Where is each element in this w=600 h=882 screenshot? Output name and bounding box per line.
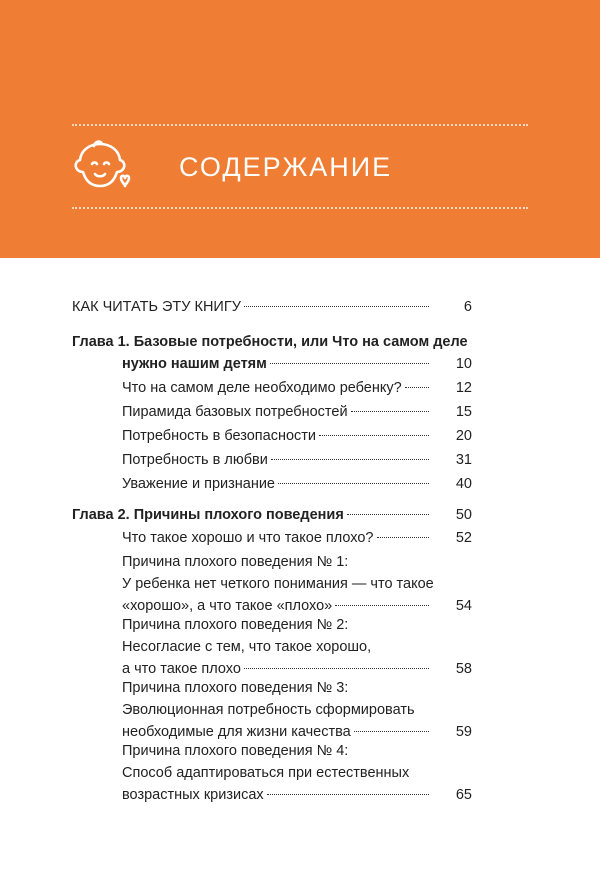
toc-entry-ch1-5[interactable] [122,473,472,495]
leader-dots [267,794,429,795]
toc-entry-label: необходимые для жизни качества [122,724,351,740]
leader-dots [271,459,429,460]
toc-entry-label: возрастных кризисах [122,787,264,803]
toc-entry-ch2-q[interactable] [122,527,472,549]
toc-entry-page: 15 [455,404,472,420]
toc-entry-intro[interactable] [72,296,472,318]
toc-entry-label: Глава 2. Причины плохого поведения [72,507,344,523]
toc-entry-ch1-2[interactable] [122,401,472,423]
table-of-contents: КАК ЧИТАТЬ ЭТУ КНИГУ 6 Глава 1. Базовые потребности, или Что на самом деле нужно нашим детям 10 Что на самом деле необходимо ребенку? 12 Пирамида базовых потребностей 15 Потребность в безопасности 20 Потребность в любви 31 Уважение и признание 40 Глава 2. Причины плохого поведения 50 Что такое хорошо и что такое плохо? 52 Причина плохого поведения № 1: У ребенка нет четкого понимания — что такое «хорошо», а что такое «плохо» 54 Причина плохого поведения № 2: Несогласие с тем, что такое хорошо, а что такое плохо 58 Причина плохого поведения № 3: Эволюционная потребность сформировать необходимые для жизни качества 59 Причина плохого поведения № 4: Способ адаптироваться при естественных возрастных кризисах 65 [0,0,600,882]
toc-entry-page: 54 [455,598,472,614]
leader-dots [351,411,429,412]
toc-entry-ch1-4[interactable] [122,449,472,471]
toc-entry-label: Уважение и признание [122,476,276,492]
toc-entry-page: 52 [455,530,472,546]
leader-dots [347,514,429,515]
toc-entry-label: Потребность в безопасности [122,428,317,444]
toc-entry-page: 58 [455,661,472,677]
toc-entry-page: 59 [455,724,472,740]
leader-dots [244,306,429,307]
toc-entry-ch1-1[interactable] [122,377,472,399]
toc-entry-page: 31 [455,452,472,468]
toc-entry-label: Пирамида базовых потребностей [122,404,348,420]
toc-entry-label: а что такое плохо [122,661,241,677]
toc-entry-ch1-3[interactable] [122,425,472,447]
leader-dots [405,387,429,388]
leader-dots [377,537,430,538]
page-title: СОДЕРЖАНИЕ [179,152,393,182]
toc-entry-label: Потребность в любви [122,452,268,468]
toc-entry-label: КАК ЧИТАТЬ ЭТУ КНИГУ [72,299,241,315]
toc-entry-page: 12 [455,380,472,396]
leader-dots [244,668,429,669]
leader-dots [270,363,429,364]
toc-entry-page: 10 [455,356,472,372]
toc-entry-page: 6 [463,299,472,315]
toc-entry-r4[interactable] [122,784,472,806]
toc-entry-page: 50 [455,507,472,523]
toc-entry-label: «хорошо», а что такое «плохо» [122,598,333,614]
leader-dots [319,435,429,436]
toc-entry-page: 20 [455,428,472,444]
toc-entry-page: 40 [455,476,472,492]
leader-dots [278,483,429,484]
chapter-2-entry[interactable] [72,504,472,526]
toc-entry-page: 65 [455,787,472,803]
toc-entry-label: Что на самом деле необходимо ребенку? [122,380,402,396]
toc-entry-label: Что такое хорошо и что такое плохо? [122,530,374,546]
leader-dots [354,731,429,732]
toc-entry-label: нужно нашим детям [122,356,267,372]
leader-dots [335,605,429,606]
chapter-1-entry[interactable] [122,353,472,375]
